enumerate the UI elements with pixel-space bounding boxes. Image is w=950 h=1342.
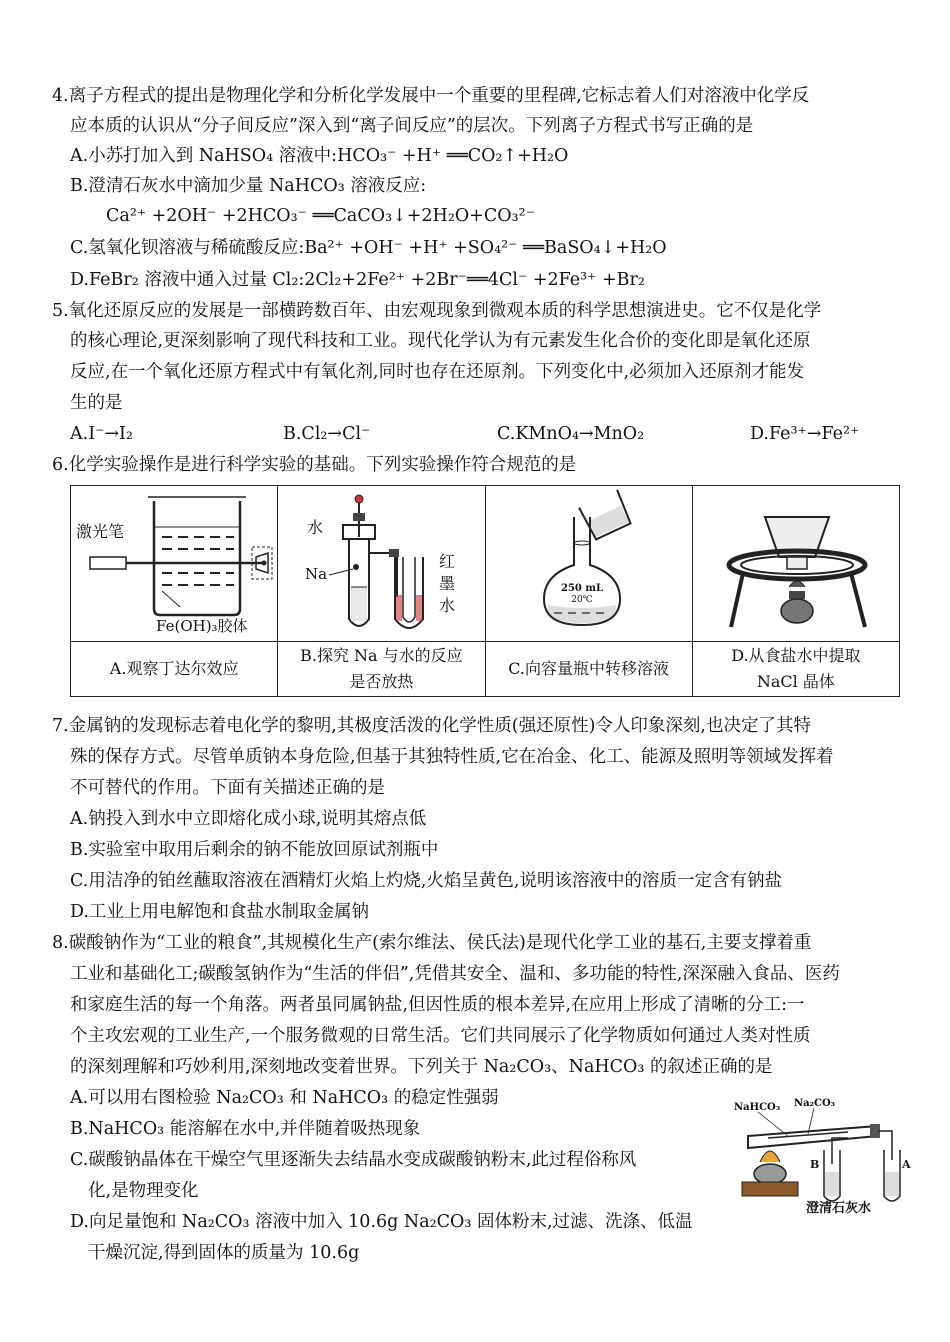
q6-figure-d-cell (692, 486, 899, 642)
q4-option-c: C.氢氧化钡溶液与稀硫酸反应:Ba²⁺ +OH⁻ +H⁺ +SO₄²⁻ ══BaSO₄↓+H₂O (70, 238, 667, 258)
q7-option-d: D.工业上用电解饱和食盐水制取金属钠 (70, 902, 369, 922)
q8-stem-line1: 8.碳酸钠作为“工业的粮食”,其规模化生产(索尔维法、侯氏法)是现代化学工业的基石,主要支撑着重 (52, 933, 812, 953)
q5-stem-line2: 的核心理论,更深刻影响了现代科技和工业。现代化学认为有元素发生化合价的变化即是氧化还原 (70, 331, 811, 351)
q7-option-b: B.实验室中取用后剩余的钠不能放回原试剂瓶中 (70, 840, 439, 860)
q8-stem-line2: 工业和基础化工;碳酸氢钠作为“生活的伴侣”,凭借其安全、温和、多功能的特性,深深融入食品、医药 (70, 964, 840, 984)
sodium-water-figure (279, 487, 484, 637)
q8-stem-line4: 个主攻宏观的工业生产,一个服务微观的日常生活。它们共同展示了化学物质如何通过人类对性质 (70, 1026, 811, 1046)
q6-caption-b: B.探究 Na 与水的反应 是否放热 (278, 642, 485, 697)
q4-stem-line1: 4.离子方程式的提出是物理化学和分析化学发展中一个重要的里程碑,它标志着人们对溶液中化学反 (52, 86, 810, 106)
na2co3-label: Na₂CO₃ (794, 1098, 836, 1109)
red-ink-label-1: 红 (438, 551, 455, 571)
tube-a-label: A (902, 1158, 911, 1171)
flask-temp-label: 20℃ (571, 594, 593, 605)
q5-option-b: B.Cl₂→Cl⁻ (283, 424, 371, 444)
q5-option-c: C.KMnO₄→MnO₂ (497, 424, 645, 444)
q8-stem-line3: 和家庭生活的每一个角落。两者虽同属钠盐,但因性质的根本差异,在应用上形成了清晰的分工:一 (70, 995, 805, 1015)
q6-options-table (70, 485, 900, 697)
q6-caption-c: C.向容量瓶中转移溶液 (485, 642, 692, 697)
red-ink-label-2: 墨 (438, 573, 455, 593)
q7-stem-line2: 殊的保存方式。尽管单质钠本身危险,但基于其独特性质,它在冶金、化工、能源及照明等领域发挥着 (70, 747, 834, 767)
q5-option-a: A.I⁻→I₂ (70, 424, 133, 444)
volumetric-flask-figure (486, 487, 691, 637)
limewater-label: 澄清石灰水 (806, 1200, 872, 1215)
flask-volume-label: 250 mL (561, 582, 604, 594)
evaporating-dish-figure (693, 487, 898, 637)
tube-b-label: B (810, 1158, 820, 1171)
q6-stem: 6.化学实验操作是进行科学实验的基础。下列实验操作符合规范的是 (52, 455, 577, 475)
colloid-label: Fe(OH)₃胶体 (155, 616, 248, 635)
q5-option-d: D.Fe³⁺→Fe²⁺ (750, 424, 860, 444)
q4-option-b: B.澄清石灰水中滴加少量 NaHCO₃ 溶液反应: (70, 176, 427, 196)
nahco3-label: NaHCO₃ (734, 1102, 781, 1113)
q8-option-d-line1: D.向足量饱和 Na₂CO₃ 溶液中加入 10.6g Na₂CO₃ 固体粉末,过滤、洗涤、低温 (70, 1212, 693, 1232)
q4-option-d: D.FeBr₂ 溶液中通入过量 Cl₂:2Cl₂+2Fe²⁺ +2Br⁻══4Cl⁻ +2Fe³⁺ +Br₂ (70, 270, 645, 290)
water-label: 水 (306, 517, 323, 537)
q8-option-c-line2: 化,是物理变化 (88, 1181, 199, 1201)
q6-figure-c-cell (485, 486, 692, 642)
q8-option-c-line1: C.碳酸钠晶体在干燥空气里逐渐失去结晶水变成碳酸钠粉末,此过程俗称风 (70, 1150, 637, 1170)
tyndall-effect-figure (72, 487, 277, 637)
q8-option-a: A.可以用右图检验 Na₂CO₃ 和 NaHCO₃ 的稳定性强弱 (70, 1088, 499, 1108)
q5-stem-line4: 生的是 (70, 393, 123, 413)
q6-caption-d: D.从食盐水中提取 NaCl 晶体 (692, 642, 899, 697)
q6-figure-b-cell (278, 486, 485, 642)
q4-option-b-equation: Ca²⁺ +2OH⁻ +2HCO₃⁻ ══CaCO₃↓+2H₂O+CO₃²⁻ (106, 206, 535, 226)
q7-stem-line1: 7.金属钠的发现标志着电化学的黎明,其极度活泼的化学性质(强还原性)令人印象深刻,也决定了其特 (52, 716, 811, 736)
q7-option-a: A.钠投入到水中立即熔化成小球,说明其熔点低 (70, 809, 427, 829)
q7-stem-line3: 不可替代的作用。下面有关描述正确的是 (70, 778, 385, 798)
q8-option-b: B.NaHCO₃ 能溶解在水中,并伴随着吸热现象 (70, 1119, 421, 1139)
red-ink-label-3: 水 (438, 595, 455, 615)
q7-option-c: C.用洁净的铂丝蘸取溶液在酒精灯火焰上灼烧,火焰呈黄色,说明该溶液中的溶质一定含有钠盐 (70, 871, 782, 891)
q8-stem-line5: 的深刻理解和巧妙利用,深刻地改变着世界。下列关于 Na₂CO₃、NaHCO₃ 的叙述正确的是 (70, 1057, 773, 1077)
laser-pen-label: 激光笔 (75, 521, 124, 541)
q6-figure-a-cell (71, 486, 278, 642)
sodium-label: Na (304, 564, 327, 583)
q5-stem-line1: 5.氧化还原反应的发展是一部横跨数百年、由宏观现象到微观本质的科学思想演进史。它不仅是化学 (52, 301, 822, 321)
q6-caption-a: A.观察丁达尔效应 (71, 642, 278, 697)
q4-option-a: A.小苏打加入到 NaHSO₄ 溶液中:HCO₃⁻ +H⁺ ══CO₂↑+H₂O (70, 146, 569, 166)
q4-stem-line2: 应本质的认识从“分子间反应”深入到“离子间反应”的层次。下列离子方程式书写正确的是 (70, 116, 754, 136)
q8-option-d-line2: 干燥沉淀,得到固体的质量为 10.6g (88, 1243, 360, 1263)
q5-stem-line3: 反应,在一个氧化还原方程式中有氧化剂,同时也存在还原剂。下列变化中,必须加入还原剂才能发 (70, 362, 805, 382)
thermal-stability-figure (728, 1098, 911, 1210)
